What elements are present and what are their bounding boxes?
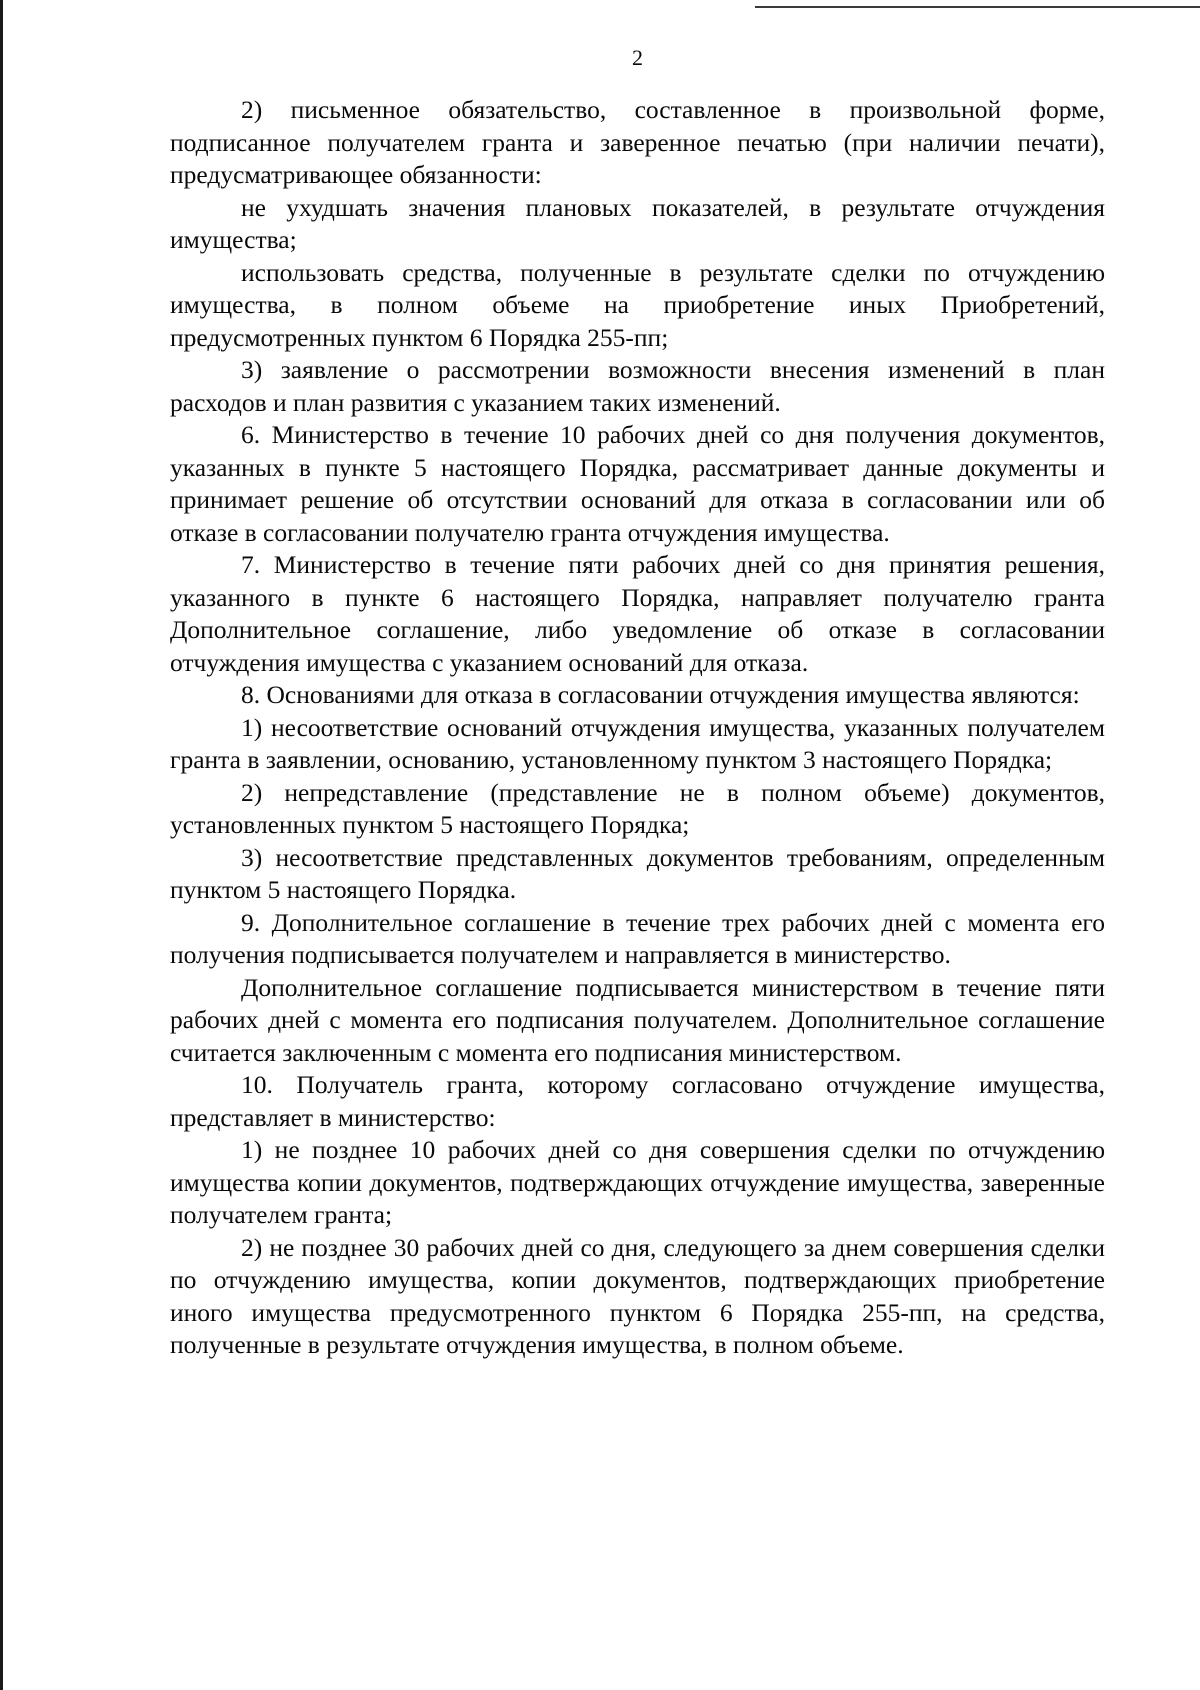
paragraph-obligation: 2) письменное обязательство, составленное в произвольной форме, подписанное получателем гранта и заверенное печатью (при наличии печати), предусматривающее обязанности: <box>170 95 1105 189</box>
paragraph-item-8-1: 1) несоответствие оснований отчуждения имущества, указанных получателем гранта в заявлении, основанию, установленному пунктом 3 настоящего Порядка; <box>170 712 1105 774</box>
paragraph-item-7: 7. Министерство в течение пяти рабочих дней со дня принятия решения, указанного в пункте 6 настоящего Порядка, направляет получателю гранта Дополнительное соглашение, либо уведомление об отказе в согласовании отчуждения имущества с указанием оснований для отказа. <box>170 550 1105 677</box>
page-number: 2 <box>632 45 643 70</box>
paragraph-application-changes: 3) заявление о рассмотрении возможности внесения изменений в план расходов и план развития с указанием таких изменений. <box>170 355 1105 417</box>
paragraph-item-8-2: 2) непредставление (представление не в полном объеме) документов, установленных пунктом 5 настоящего Порядка; <box>170 777 1105 839</box>
paragraph-item-10-2: 2) не позднее 30 рабочих дней со дня, следующего за днем совершения сделки по отчуждению имущества, копии документов, подтверждающих приобретение иного имущества предусмотренного пунктом 6 Порядка 255-пп, на средства, полученные в результате отчуждения имущества, в полном объеме. <box>170 1232 1105 1359</box>
scan-border-left <box>0 0 3 1690</box>
document-page <box>170 42 1105 1362</box>
paragraph-item-9-signing: Дополнительное соглашение подписывается министерством в течение пяти рабочих дней с момента его подписания получателем. Дополнительное соглашение считается заключенным с момента его подписания министерством. <box>170 972 1105 1067</box>
paragraph-obligation-funds: использовать средства, полученные в результате сделки по отчуждению имущества, в полном объеме на приобретение иных Приобретений, предусмотренных пунктом 6 Порядка 255-пп; <box>170 257 1105 352</box>
paragraph-item-10-1: 1) не позднее 10 рабочих дней со дня совершения сделки по отчуждению имущества копии документов, подтверждающих отчуждение имущества, заверенные получателем гранта; <box>170 1135 1105 1229</box>
scan-border-top <box>755 6 1200 8</box>
paragraph-item-6: 6. Министерство в течение 10 рабочих дней со дня получения документов, указанных в пункте 5 настоящего Порядка, рассматривает данные документы и принимает решение об отсутствии оснований для отказа в согласовании или об отказе в согласовании получателю гранта отчуждения имущества. <box>170 420 1105 547</box>
paragraph-item-9: 9. Дополнительное соглашение в течение трех рабочих дней с момента его получения подписывается получателем и направляется в министерство. <box>170 907 1105 969</box>
paragraph-obligation-indicators: не ухудшать значения плановых показателей, в результате отчуждения имущества; <box>170 192 1105 254</box>
paragraph-item-8-3: 3) несоответствие представленных документов требованиям, определенным пунктом 5 настоящего Порядка. <box>170 842 1105 904</box>
paragraph-item-8: 8. Основаниями для отказа в согласовании отчуждения имущества являются: <box>241 680 1080 709</box>
paragraph-item-10: 10. Получатель гранта, которому согласовано отчуждение имущества, представляет в министерство: <box>170 1070 1105 1132</box>
